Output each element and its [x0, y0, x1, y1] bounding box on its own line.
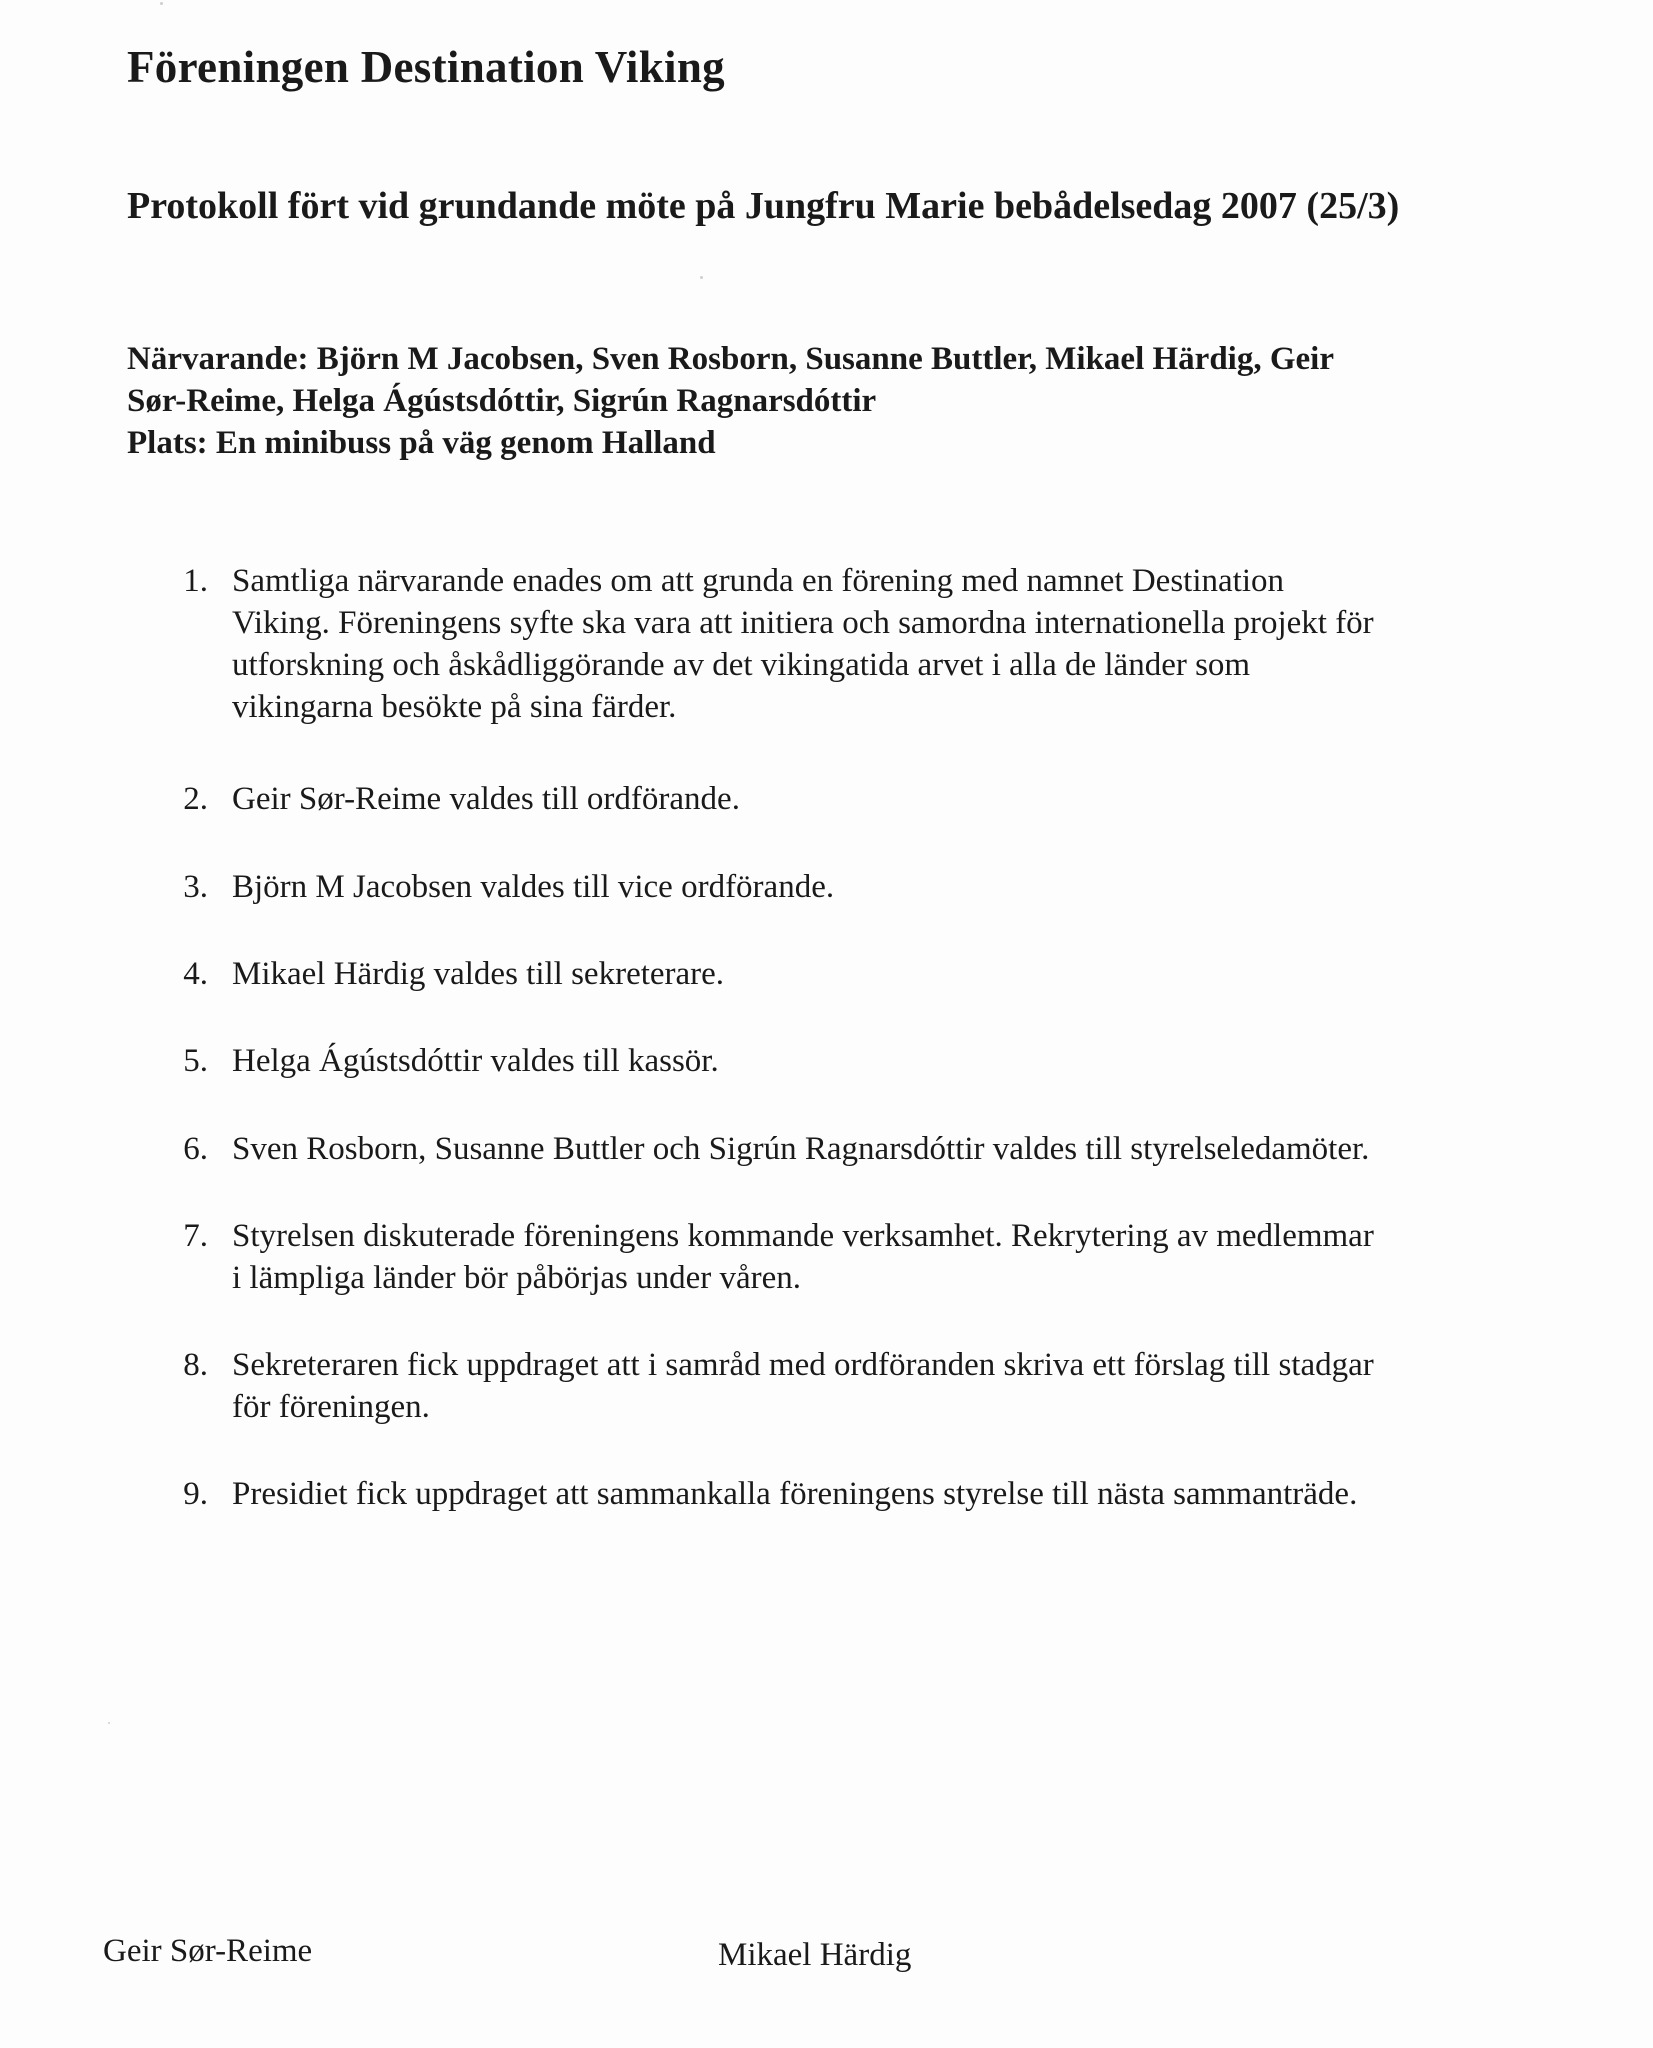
agenda-item-text — [232, 953, 1562, 995]
agenda-item-text — [232, 1128, 1562, 1170]
agenda-item-text — [232, 1215, 1562, 1299]
agenda-item-number: 4. — [183, 956, 208, 992]
agenda-item-number: 8. — [183, 1347, 208, 1383]
agenda-item-text — [232, 1473, 1562, 1515]
attendance-block — [127, 338, 1547, 464]
agenda-item-number: 7. — [183, 1218, 208, 1254]
attendees-line-1: Närvarande: Björn M Jacobsen, Sven Rosborn, Susanne Buttler, Mikael Härdig, Geir — [127, 341, 1334, 377]
agenda-item-line: Sekreteraren fick uppdraget att i samråd med ordföranden skriva ett förslag till stadgar — [232, 1347, 1374, 1383]
agenda-item-line: Mikael Härdig valdes till sekreterare. — [232, 956, 725, 992]
agenda-item-number: 3. — [183, 869, 208, 905]
agenda-item-text — [232, 1040, 1562, 1082]
agenda-item-number: 6. — [183, 1131, 208, 1167]
agenda-item-line: Helga Ágústsdóttir valdes till kassör. — [232, 1043, 719, 1079]
scan-speck — [700, 276, 703, 279]
agenda-item-number: 1. — [183, 563, 208, 599]
agenda-item-line: Sven Rosborn, Susanne Buttler och Sigrún Ragnarsdóttir valdes till styrelseledamöter. — [232, 1131, 1370, 1167]
agenda-item-number: 5. — [183, 1043, 208, 1079]
meeting-location: Plats: En minibuss på väg genom Halland — [127, 425, 716, 461]
protocol-title: Protokoll fört vid grundande möte på Jungfru Marie bebådelsedag 2007 (25/3) — [127, 185, 1400, 227]
organization-title: Föreningen Destination Viking — [127, 42, 725, 92]
agenda-item-line: utforskning och åskådliggörande av det vikingatida arvet i alla de länder som — [232, 647, 1251, 683]
agenda-item-line: i lämpliga länder bör påbörjas under våren. — [232, 1260, 802, 1296]
agenda-item-text — [232, 778, 1562, 820]
signature-block — [0, 1930, 1653, 1990]
scan-speck — [160, 2, 163, 5]
scan-speck — [108, 1722, 110, 1724]
agenda-item-line: Geir Sør-Reime valdes till ordförande. — [232, 781, 740, 817]
agenda-item-text — [232, 560, 1562, 728]
agenda-item-line: Presidiet fick uppdraget att sammankalla föreningens styrelse till nästa sammanträde. — [232, 1476, 1358, 1512]
agenda-item-line: Björn M Jacobsen valdes till vice ordförande. — [232, 869, 835, 905]
agenda-item-line: Samtliga närvarande enades om att grunda en förening med namnet Destination — [232, 563, 1284, 599]
agenda-item-line: för föreningen. — [232, 1389, 430, 1425]
agenda-item-line: vikingarna besökte på sina färder. — [232, 689, 677, 725]
agenda-item-text — [232, 866, 1562, 908]
attendees-line-2: Sør-Reime, Helga Ágústsdóttir, Sigrún Ragnarsdóttir — [127, 383, 877, 419]
agenda-item-line: Styrelsen diskuterade föreningens kommande verksamhet. Rekrytering av medlemmar — [232, 1218, 1374, 1254]
agenda-item-number: 2. — [183, 781, 208, 817]
signature-secretary-name: Mikael Härdig — [718, 1937, 912, 1973]
agenda-item-text — [232, 1344, 1562, 1428]
agenda-item-number: 9. — [183, 1476, 208, 1512]
agenda-item-line: Viking. Föreningens syfte ska vara att initiera och samordna internationella projekt för — [232, 605, 1374, 641]
signature-chair-name: Geir Sør-Reime — [103, 1933, 313, 1969]
